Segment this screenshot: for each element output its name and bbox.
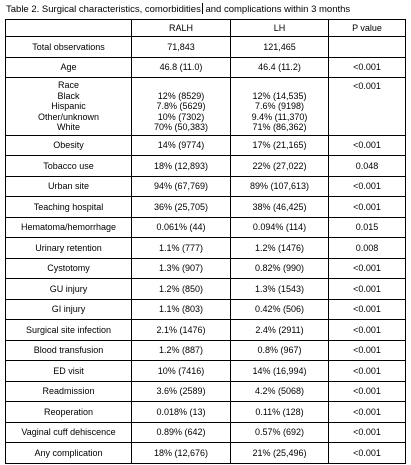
header-characteristic — [6, 20, 132, 37]
row-label: Age — [6, 57, 132, 78]
p-value: <0.001 — [329, 279, 406, 300]
table-row — [6, 238, 406, 259]
race-lh-values — [231, 78, 329, 136]
ralh-value: 0.018% (13) — [132, 402, 231, 423]
ralh-value: 1.1% (803) — [132, 299, 231, 320]
ralh-value: 14% (9774) — [132, 135, 231, 156]
race-group-label: Hispanic — [51, 101, 86, 111]
lh-value: 7.6% (9198) — [254, 101, 305, 111]
p-value: <0.001 — [329, 299, 406, 320]
row-label: Vaginal cuff dehiscence — [6, 422, 132, 443]
row-label: Cystotomy — [6, 258, 132, 279]
ralh-value: 70% (50,383) — [153, 122, 209, 132]
row-label: Surgical site infection — [6, 320, 132, 341]
table-row — [6, 57, 406, 78]
p-value: <0.001 — [329, 402, 406, 423]
table-row — [6, 258, 406, 279]
ralh-value: 71,843 — [132, 37, 231, 58]
row-label: Any complication — [6, 443, 132, 464]
table-row — [6, 381, 406, 402]
row-label: Tobacco use — [6, 156, 132, 177]
table-row — [6, 320, 406, 341]
race-heading: Race — [57, 80, 79, 90]
row-label: Obesity — [6, 135, 132, 156]
table-row — [6, 217, 406, 238]
ralh-value: 0.061% (44) — [132, 217, 231, 238]
lh-value: 22% (27,022) — [231, 156, 329, 177]
ralh-value: 1.1% (777) — [132, 238, 231, 259]
header-ralh: RALH — [132, 20, 231, 37]
p-value: <0.001 — [329, 422, 406, 443]
row-label: GI injury — [6, 299, 132, 320]
row-label: Urinary retention — [6, 238, 132, 259]
lh-value: 1.2% (1476) — [231, 238, 329, 259]
lh-value: 38% (46,425) — [231, 197, 329, 218]
p-value: <0.001 — [329, 176, 406, 197]
race-group-label: Other/unknown — [37, 111, 100, 122]
ralh-value: 46.8 (11.0) — [132, 57, 231, 78]
lh-value: 17% (21,165) — [231, 135, 329, 156]
lh-value: 0.8% (967) — [231, 340, 329, 361]
lh-value: 0.82% (990) — [231, 258, 329, 279]
ralh-value: 36% (25,705) — [132, 197, 231, 218]
table-row — [6, 156, 406, 177]
ralh-value: 0.89% (642) — [132, 422, 231, 443]
table-row — [6, 176, 406, 197]
ralh-value: 12% (8529) — [157, 90, 205, 101]
row-label: Reoperation — [6, 402, 132, 423]
ralh-value: 1.2% (887) — [132, 340, 231, 361]
p-value — [329, 37, 406, 58]
p-value: <0.001 — [329, 340, 406, 361]
lh-value: 12% (14,535) — [252, 90, 307, 101]
ralh-value: 18% (12,893) — [132, 156, 231, 177]
p-value: 0.008 — [329, 238, 406, 259]
ralh-value: 7.8% (5629) — [156, 101, 206, 111]
race-ralh-values — [132, 78, 231, 136]
table-row-race — [6, 78, 406, 136]
lh-value: 9.4% (11,370) — [251, 111, 308, 122]
ralh-value: 2.1% (1476) — [132, 320, 231, 341]
row-label: Total observations — [6, 37, 132, 58]
table-row — [6, 422, 406, 443]
p-value: 0.015 — [329, 217, 406, 238]
table-row — [6, 402, 406, 423]
caption-text-end: and complications within 3 months — [205, 4, 351, 15]
lh-value: 1.3% (1543) — [231, 279, 329, 300]
p-value: <0.001 — [329, 258, 406, 279]
ralh-value: 94% (67,769) — [132, 176, 231, 197]
ralh-value: 18% (12,676) — [132, 443, 231, 464]
lh-value: 89% (107,613) — [231, 176, 329, 197]
row-label: Urban site — [6, 176, 132, 197]
table-row — [6, 197, 406, 218]
table-row — [6, 299, 406, 320]
ralh-value: 1.2% (850) — [132, 279, 231, 300]
lh-value: 4.2% (5068) — [231, 381, 329, 402]
row-label: GU injury — [6, 279, 132, 300]
lh-value: 0.11% (128) — [231, 402, 329, 423]
table-row — [6, 37, 406, 58]
table-caption — [6, 3, 350, 15]
row-label: Teaching hospital — [6, 197, 132, 218]
lh-value: 0.42% (506) — [231, 299, 329, 320]
ralh-value: 10% (7302) — [157, 111, 205, 122]
lh-value: 0.57% (692) — [231, 422, 329, 443]
ralh-value: 1.3% (907) — [132, 258, 231, 279]
row-label: Readmission — [6, 381, 132, 402]
p-value: <0.001 — [329, 443, 406, 464]
race-group-label: White — [56, 122, 80, 132]
p-value: <0.001 — [329, 197, 406, 218]
header-p-value: P value — [329, 20, 406, 37]
table-row — [6, 443, 406, 464]
lh-value: 46.4 (11.2) — [231, 57, 329, 78]
p-value: <0.001 — [329, 381, 406, 402]
lh-value: 14% (16,994) — [231, 361, 329, 382]
lh-value: 121,465 — [231, 37, 329, 58]
race-label-cell — [6, 78, 132, 136]
race-p-value: <0.001 — [329, 78, 406, 136]
row-label: Blood transfusion — [6, 340, 132, 361]
ralh-value: 10% (7416) — [132, 361, 231, 382]
table-row — [6, 361, 406, 382]
p-value: <0.001 — [329, 320, 406, 341]
header-lh: LH — [231, 20, 329, 37]
text-cursor — [202, 3, 203, 14]
lh-value: 71% (86,362) — [252, 122, 307, 132]
lh-value: 21% (25,496) — [231, 443, 329, 464]
lh-value: 0.094% (114) — [231, 217, 329, 238]
data-table — [5, 19, 406, 464]
table-row — [6, 135, 406, 156]
ralh-value: 3.6% (2589) — [132, 381, 231, 402]
p-value: <0.001 — [329, 135, 406, 156]
p-value: 0.048 — [329, 156, 406, 177]
table-row — [6, 340, 406, 361]
table-row — [6, 279, 406, 300]
lh-value: 2.4% (2911) — [231, 320, 329, 341]
caption-text-start: Table 2. Surgical characteristics, comorbidities — [6, 4, 201, 15]
p-value: <0.001 — [329, 361, 406, 382]
row-label: ED visit — [6, 361, 132, 382]
p-value: <0.001 — [329, 57, 406, 78]
header-row — [6, 20, 406, 37]
race-group-label: Black — [57, 90, 80, 101]
row-label: Hematoma/hemorrhage — [6, 217, 132, 238]
